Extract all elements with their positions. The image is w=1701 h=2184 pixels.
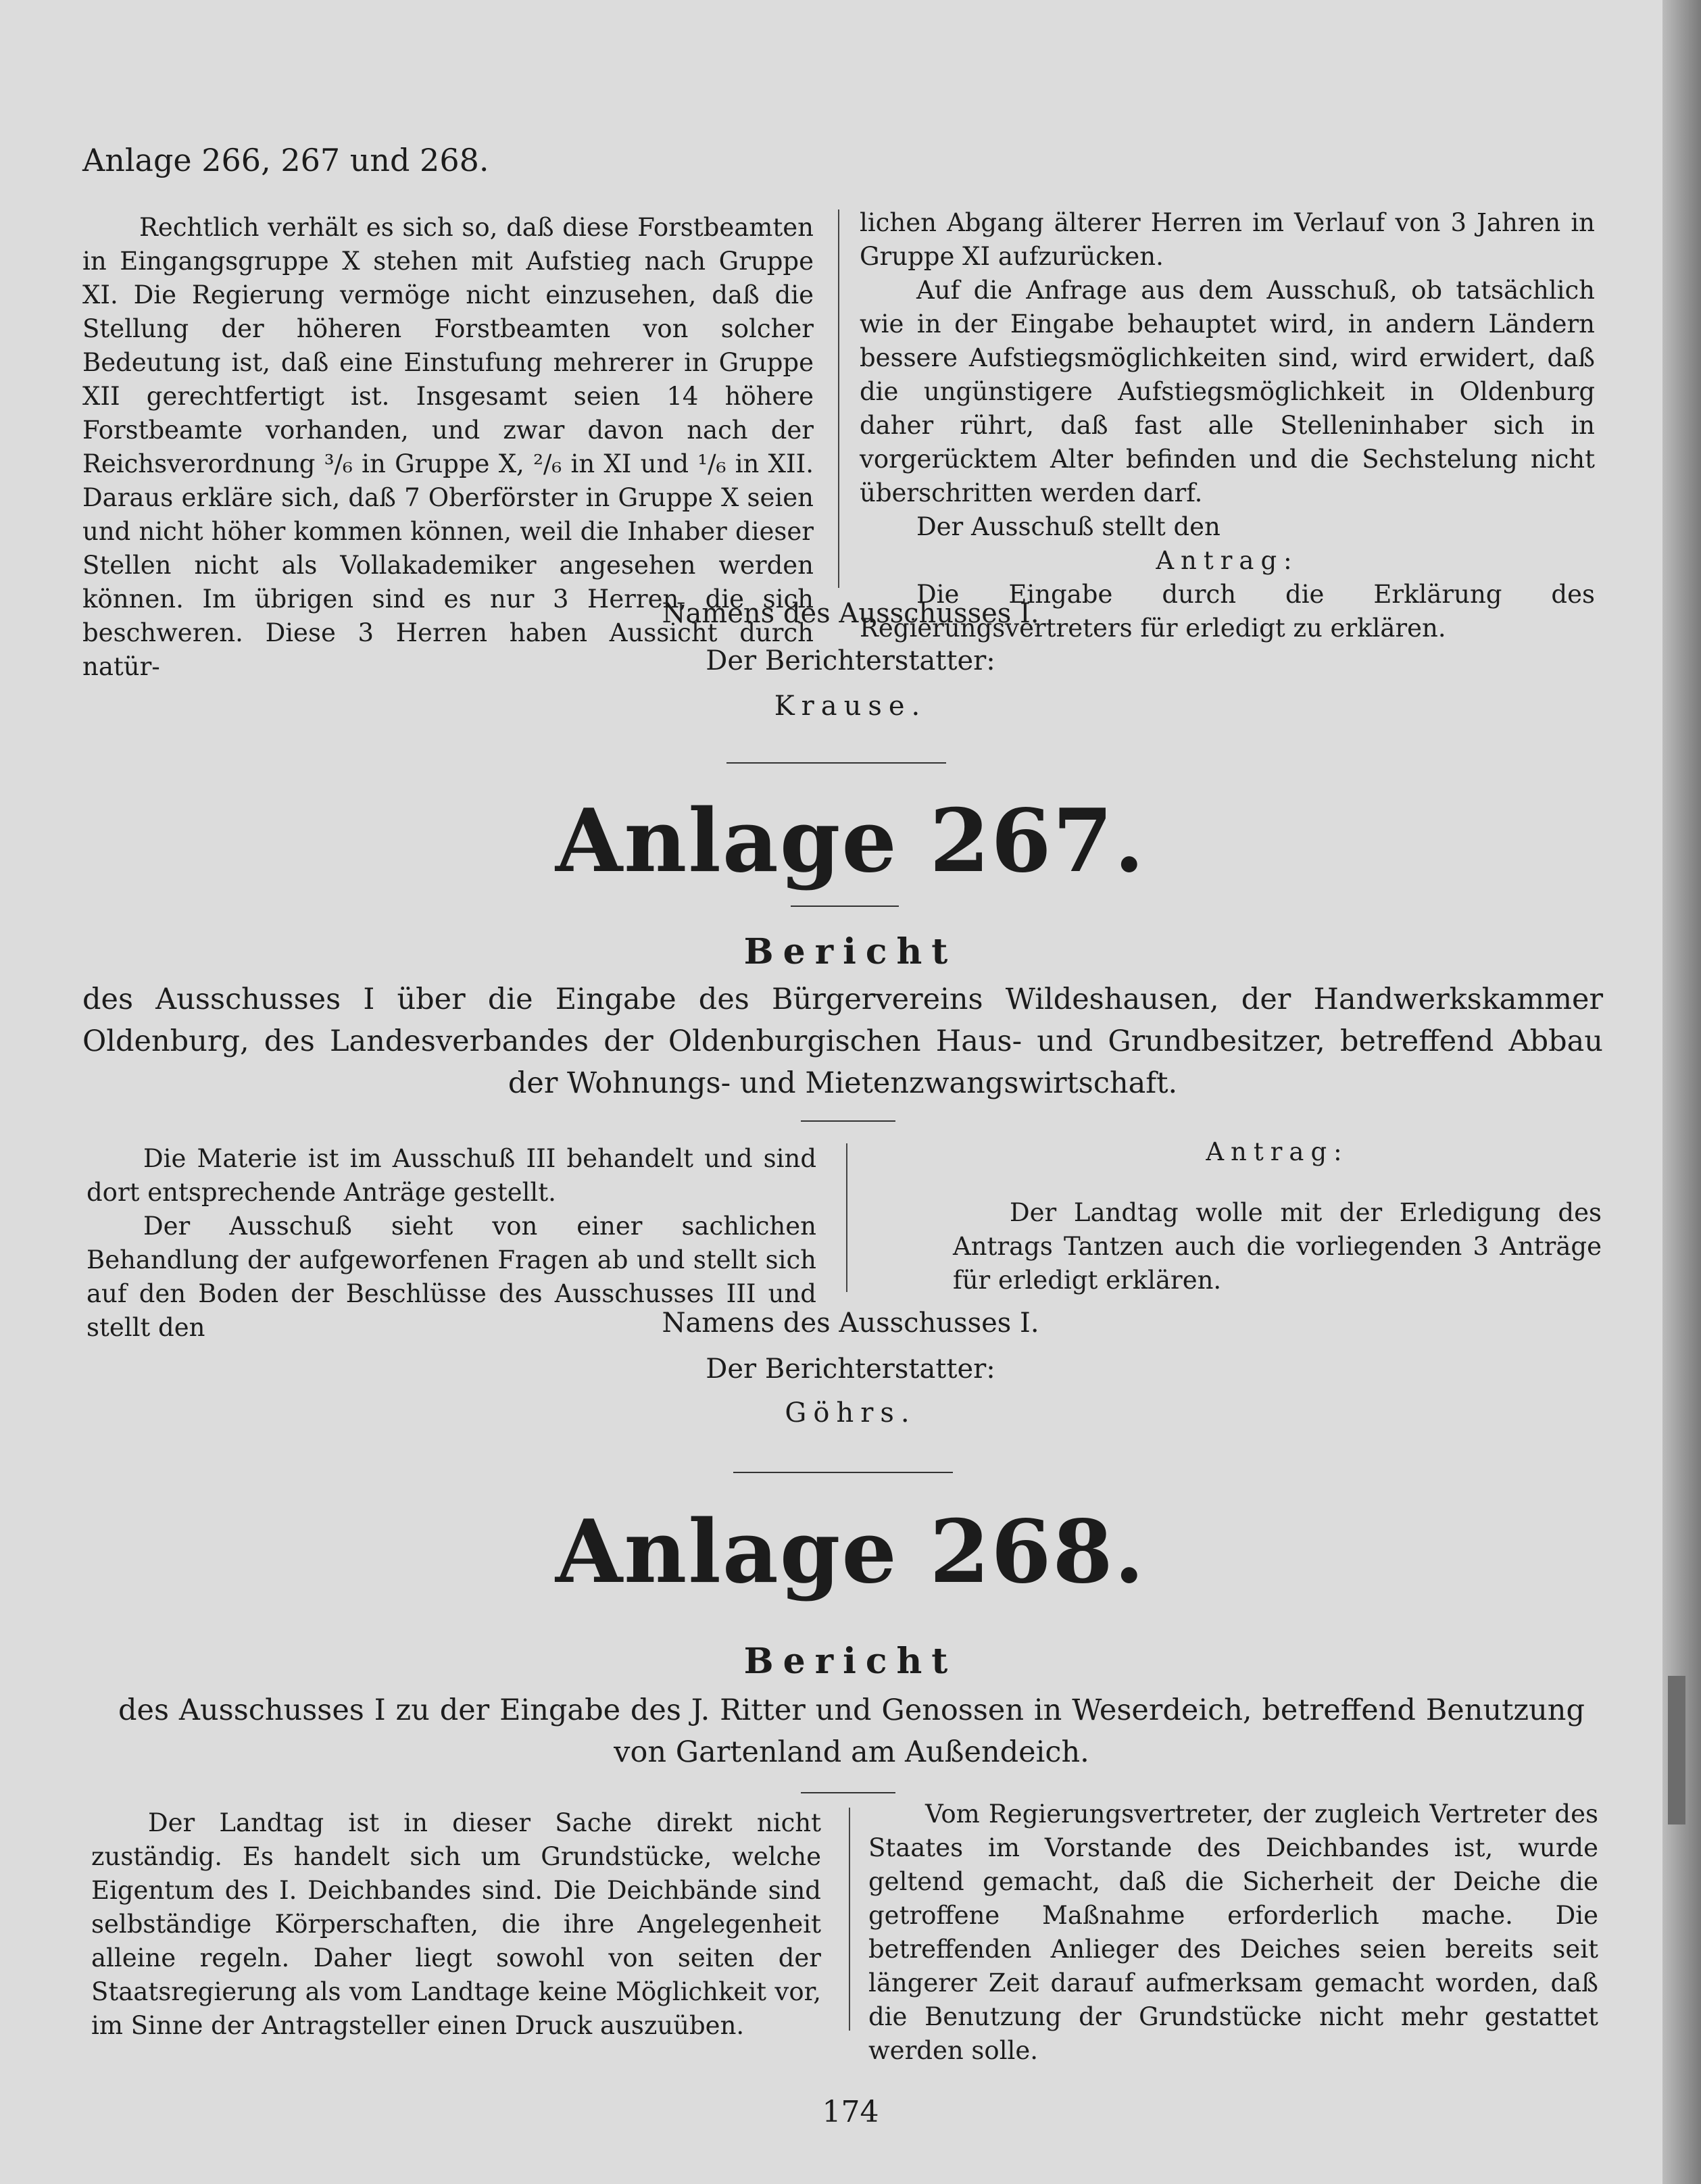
running-header: Anlage 266, 267 und 268. (82, 142, 489, 178)
s267-berichterstatter: Der Berichterstatter: (706, 1354, 995, 1385)
s267-right-column (953, 1135, 1602, 1297)
subject-underline (801, 1792, 895, 1793)
separator-rule (726, 762, 946, 764)
s267-signature: Göhrs. (785, 1397, 916, 1429)
s268-right-column (868, 1797, 1598, 2068)
s267-subject: des Ausschusses I über die Eingabe des Bürgervereins Wildeshausen, der Handwerkskammer Oldenburg, des Landesverbandes der Oldenburgischen Haus- und Grundbesitzer, betreffend Abbau der Wohnungs- und Mietenzwangswirtschaft. (82, 983, 1603, 1100)
s267-bericht-heading: Bericht (743, 931, 958, 972)
subject-underline (801, 1120, 895, 1122)
separator-rule (733, 1472, 953, 1473)
s268-left-column (91, 1806, 821, 2043)
s266-right-p2: Auf die Anfrage aus dem Ausschuß, ob tatsächlich wie in der Eingabe behauptet wird, in andern Ländern bessere Aufstiegsmöglichkeiten sind, wird erwidert, daß die ungünstigere Aufstiegsmöglichkeit in Oldenburg daher rührt, daß fast alle Stelleninhaber sich in vorgerücktem Alter befinden und die Sechstelung nicht überschritten werden darf. (860, 276, 1595, 507)
title-underline (791, 905, 899, 907)
column-divider (846, 1143, 847, 1292)
s268-title: Anlage 268. (555, 1502, 1146, 1603)
edge-mark (1668, 1676, 1685, 1825)
column-divider (849, 1808, 850, 2031)
s266-left-paragraph: Rechtlich verhält es sich so, daß diese Forstbeamten in Eingangsgruppe X stehen mit Aufstieg nach Gruppe XI. Die Regierung vermöge nicht einzusehen, daß die Stellung der höheren Forstbeamten von solcher Bedeutung ist, daß eine Einstufung mehrerer in Gruppe XII gerechtfertigt ist. Insgesamt seien 14 höhere Forstbeamte vorhanden, und zwar davon nach der Reichsverordnung ³/₆ in Gruppe X, ²/₆ in XI und ¹/₆ in XII. Daraus erkläre sich, daß 7 Oberförster in Gruppe X seien und nicht höher kommen können, weil die Inhaber dieser Stellen nicht als Vollakademiker angesehen werden können. Im übrigen sind es nur 3 Herren, die sich beschweren. Diese 3 Herren haben Aussicht durch natür- (82, 213, 814, 681)
s266-namens: Namens des Ausschusses I. (662, 598, 1039, 629)
s266-antrag-heading: Antrag: (1156, 546, 1299, 575)
s266-right-p1: lichen Abgang älterer Herren im Verlauf von 3 Jahren in Gruppe XI aufzurücken. (860, 208, 1595, 271)
s267-left-p2: Der Ausschuß sieht von einer sachlichen Behandlung der aufgeworfenen Fragen ab und stellt sich auf den Boden der Beschlüsse des Ausschusses III und stellt den (87, 1212, 816, 1342)
s266-signature: Krause. (774, 691, 927, 722)
s267-antrag-heading: Antrag: (1206, 1137, 1349, 1166)
s266-right-p3: Der Ausschuß stellt den (916, 512, 1221, 541)
s266-right-column (860, 206, 1595, 645)
page-number: 174 (822, 2095, 879, 2129)
column-divider (838, 209, 839, 588)
book-edge (1662, 0, 1701, 2184)
s268-right-paragraph: Vom Regierungsvertreter, der zugleich Vertreter des Staates im Vorstande des Deichbandes ist, wurde geltend gemacht, daß die Sicherheit der Deiche die getroffene Maßnahme erforderlich mache. Die betreffenden Anlieger des Deiches seien bereits seit längerer Zeit darauf aufmerksam gemacht worden, daß die Benutzung der Grundstücke nicht mehr gestattet werden solle. (868, 1800, 1598, 2065)
s266-antrag-text: Die Eingabe durch die Erklärung des Regierungsvertreters für erledigt zu erklären. (860, 580, 1595, 643)
s267-namens: Namens des Ausschusses I. (662, 1308, 1039, 1339)
s266-berichterstatter: Der Berichterstatter: (706, 645, 995, 676)
s267-antrag-text: Der Landtag wolle mit der Erledigung des Antrags Tantzen auch die vorliegenden 3 Anträge für erledigt erklären. (953, 1198, 1602, 1295)
s268-left-paragraph: Der Landtag ist in dieser Sache direkt nicht zuständig. Es handelt sich um Grundstücke, welche Eigentum des I. Deichbandes sind. Die Deichbände sind selbständige Körperschaften, die ihre Angelegenheit alleine regeln. Daher liegt sowohl von seiten der Staatsregierung als vom Landtage keine Möglichkeit vor, im Sinne der Antragsteller einen Druck auszuüben. (91, 1808, 821, 2040)
s267-title: Anlage 267. (555, 791, 1146, 892)
s268-subject: des Ausschusses I zu der Eingabe des J. Ritter und Genossen in Weserdeich, betreffend Benutzung von Gartenland am Außendeich. (118, 1693, 1585, 1769)
s267-left-p1: Die Materie ist im Ausschuß III behandelt und sind dort entsprechende Anträge gestellt. (87, 1144, 816, 1207)
s268-bericht-heading: Bericht (743, 1641, 958, 1682)
